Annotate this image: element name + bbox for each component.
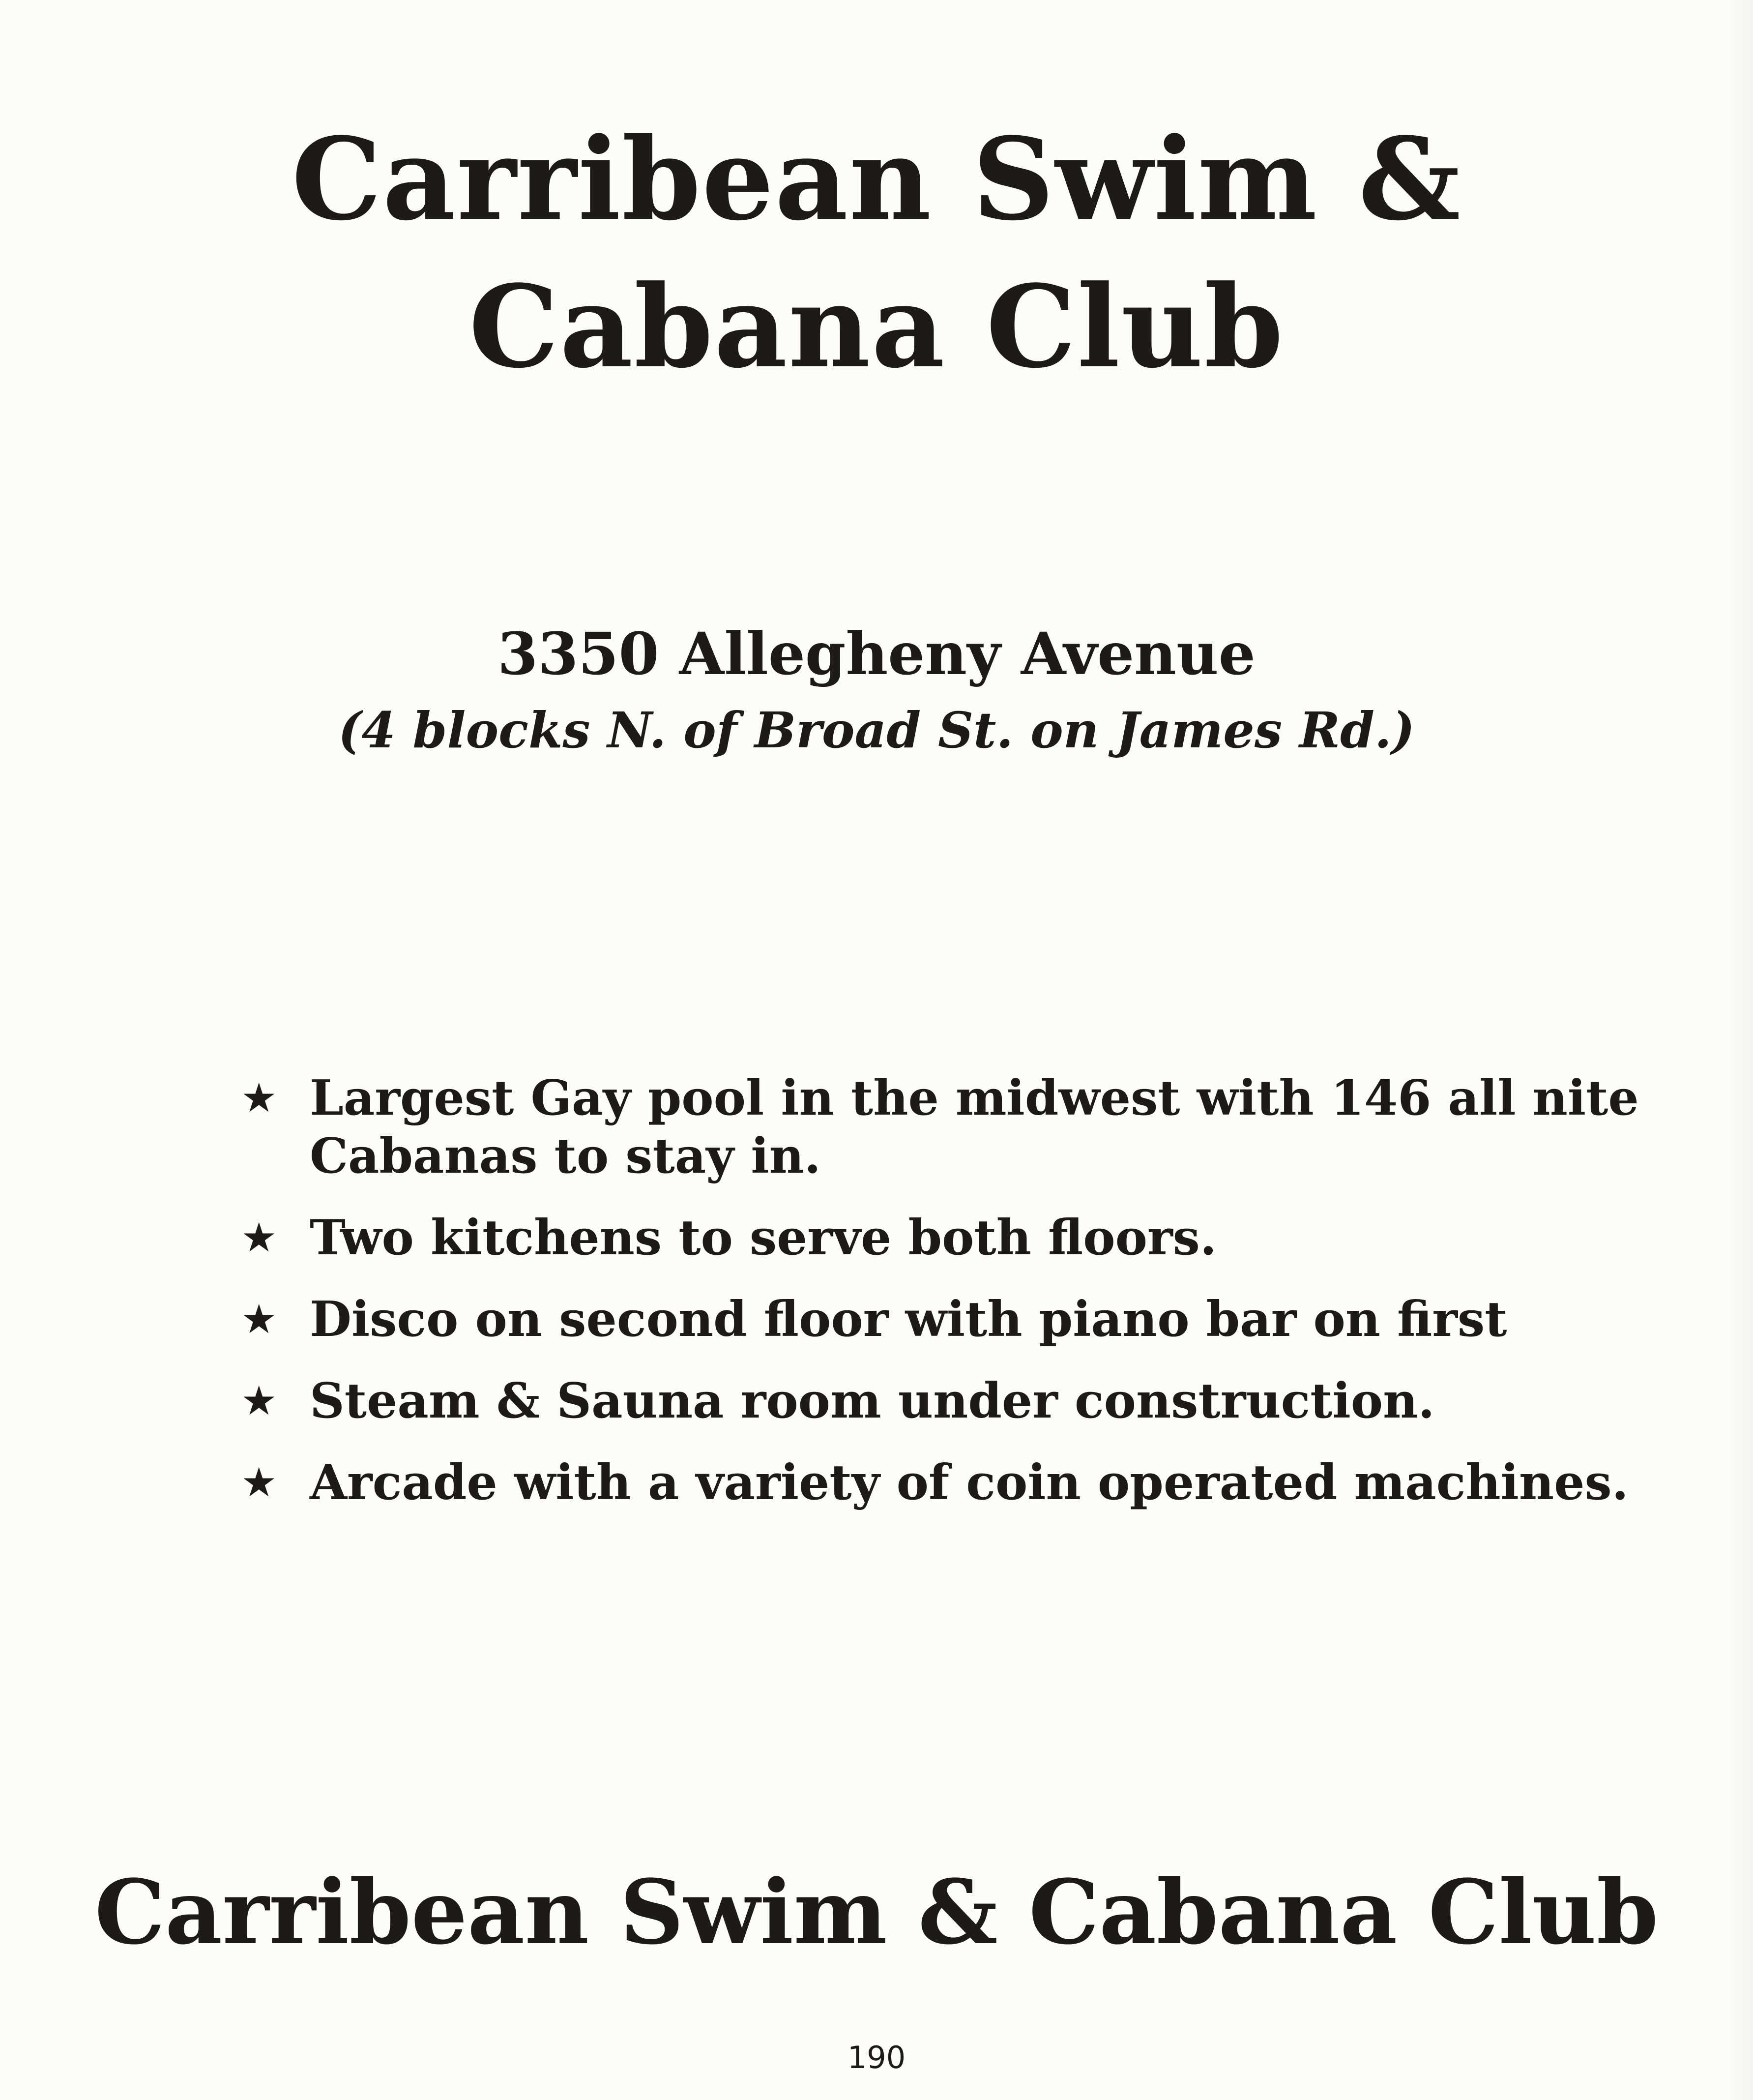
feature-list	[236, 1069, 1701, 1536]
star-icon: ★	[241, 1378, 277, 1424]
feature-text: Disco on second floor with piano bar on first	[310, 1291, 1507, 1348]
directions: (4 blocks N. of Broad St. on James Rd.)	[338, 701, 1415, 759]
title-line-1: Carribean Swim &	[292, 113, 1461, 246]
address: 3350 Allegheny Avenue	[497, 620, 1256, 688]
list-item	[236, 1372, 1701, 1430]
feature-text: Largest Gay pool in the midwest with 146 all nite Cabanas to stay in.	[310, 1070, 1639, 1184]
list-item	[236, 1454, 1701, 1512]
page-title	[0, 106, 1753, 401]
list-item	[236, 1209, 1701, 1267]
list-item	[236, 1291, 1701, 1349]
star-icon: ★	[241, 1214, 277, 1261]
star-icon: ★	[241, 1296, 277, 1343]
star-icon: ★	[241, 1459, 277, 1506]
star-icon: ★	[241, 1075, 277, 1122]
list-item	[236, 1069, 1701, 1185]
feature-text: Two kitchens to serve both floors.	[310, 1210, 1217, 1266]
page-number: 190	[847, 2040, 906, 2075]
feature-text: Steam & Sauna room under construction.	[310, 1373, 1435, 1429]
feature-text: Arcade with a variety of coin operated machines.	[310, 1454, 1629, 1511]
footer-title: Carribean Swim & Cabana Club	[94, 1861, 1659, 1964]
title-line-2: Cabana Club	[468, 261, 1285, 393]
